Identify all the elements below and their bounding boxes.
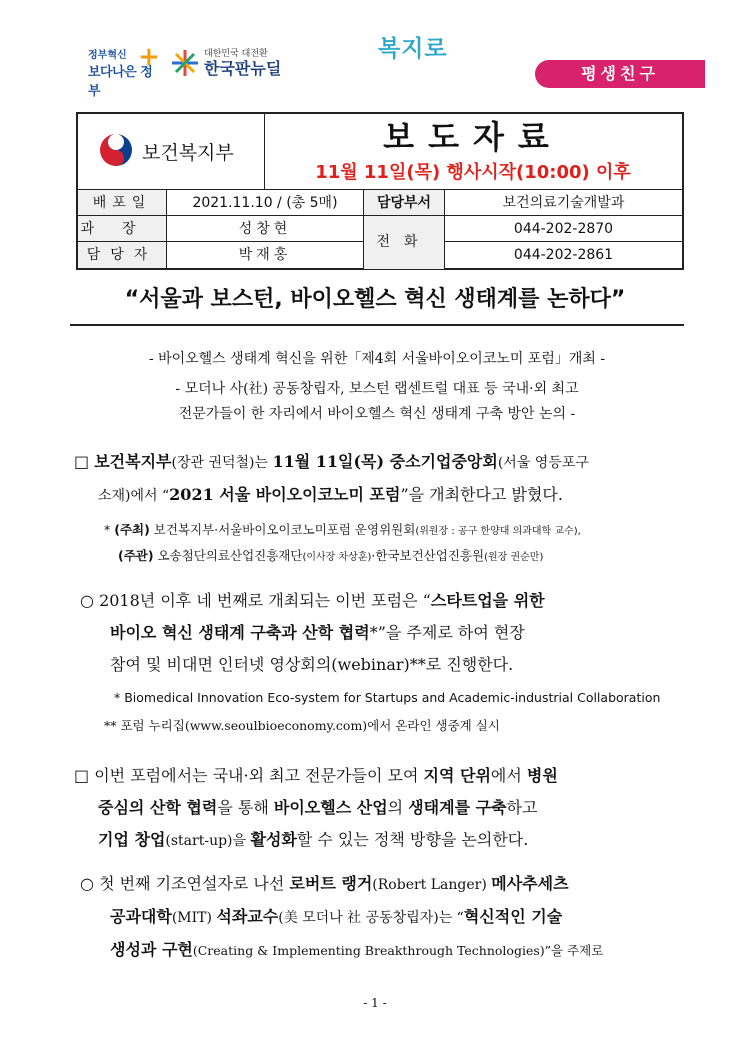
subtitle-3: 전문가들이 한 자리에서 바이오헬스 혁신 생태계 구축 방안 논의 - (178, 406, 576, 422)
chief-row: 과장 성창현 044-202-2870 (78, 215, 682, 242)
headline: “서울과 보스턴, 바이오헬스 혁신 생태계를 논하다” (124, 287, 626, 312)
note-host: * (주최) 보건복지부·서울바이오이코노미포럼 운영위원회(위원장 : 공구 한양대 의과대학 교수), (104, 522, 581, 537)
paragraph-1: □ 보건복지부(장관 권덕철)는 11월 11일(목) 중소기업중앙회(서울 영등포구 소재)에서 “2021 서울 바이오이코노미 포럼”을 개최한다고 밝혔다. (74, 452, 589, 504)
staff-row: 담당자 박재홍 044-202-2861 (78, 241, 682, 268)
paragraph-2: ○ 2018년 이후 네 번째로 개최되는 이번 포럼은 “스타트업을 위한 바이오 혁신 생태계 구축과 산학 협력*”을 주제로 하여 현장 참여 및 비대면 인터넷 영상회의(webinar)**로 진행한다. (80, 591, 545, 674)
press-release-header (76, 112, 684, 270)
paragraph-4: ○ 첫 번째 기조연설자로 나선 로버트 랭거(Robert Langer) 메사추세츠 공과대학(MIT) 석좌교수(美 모더나 社 공동창립자)는 “혁신적인 기술 생성과 구현(Creating & Implementing Breakthrough Technologies)”을 주제로 (80, 874, 604, 959)
subtitle-1: - 바이오헬스 생태계 혁신을 위한「제4회 서울바이오이코노미 포럼」개최 - (148, 351, 606, 367)
plus-icon: + (138, 42, 160, 72)
ministry-name: 보건복지부 (142, 142, 234, 164)
note-livestream: ** 포럼 누리집(www.seoulbioeconomy.com)에서 온라인 생중계 실시 (104, 718, 500, 733)
lifelong-friend-banner: 평생친구 (535, 60, 705, 88)
taegeuk-emblem-icon (96, 130, 136, 170)
phone-label: 전화 (364, 215, 445, 269)
document-title: 보도자료 (383, 118, 563, 156)
note-forum-title: * Biomedical Innovation Eco-system for Startups and Academic-industrial Collaboration (114, 690, 661, 705)
note-organizer: (주관) 오송첨단의료산업진흥재단(이사장 차상훈)·한국보건산업진흥원(원장 권순만) (118, 548, 544, 563)
ministry-logo-cell (78, 114, 265, 189)
gov-innovation-logo: 정부혁신 보다나은 정부 + (88, 42, 160, 99)
paragraph-3: □ 이번 포럼에서는 국내·외 최고 전문가들이 모여 지역 단위에서 병원 중심의 산학 협력을 통해 바이오헬스 산업의 생태계를 구축하고 기업 창업(start-up)을 활성화할 수 있는 정책 방향을 논의한다. (74, 766, 558, 849)
distribution-row: 배포일 2021.11.10 / (총 5매) 담당부서 보건의료기술개발과 (78, 189, 682, 216)
new-deal-star-icon (170, 48, 200, 78)
subtitle-2: - 모더나 사(社) 공동창립자, 보스턴 랩센트럴 대표 등 국내·외 최고 (175, 381, 579, 397)
bokjiro-logo: 복지로 (378, 36, 448, 62)
divider (70, 324, 684, 326)
page-number: - 1 - (363, 996, 387, 1010)
embargo-notice: 11월 11일(목) 행사시작(10:00) 이후 (315, 162, 631, 183)
